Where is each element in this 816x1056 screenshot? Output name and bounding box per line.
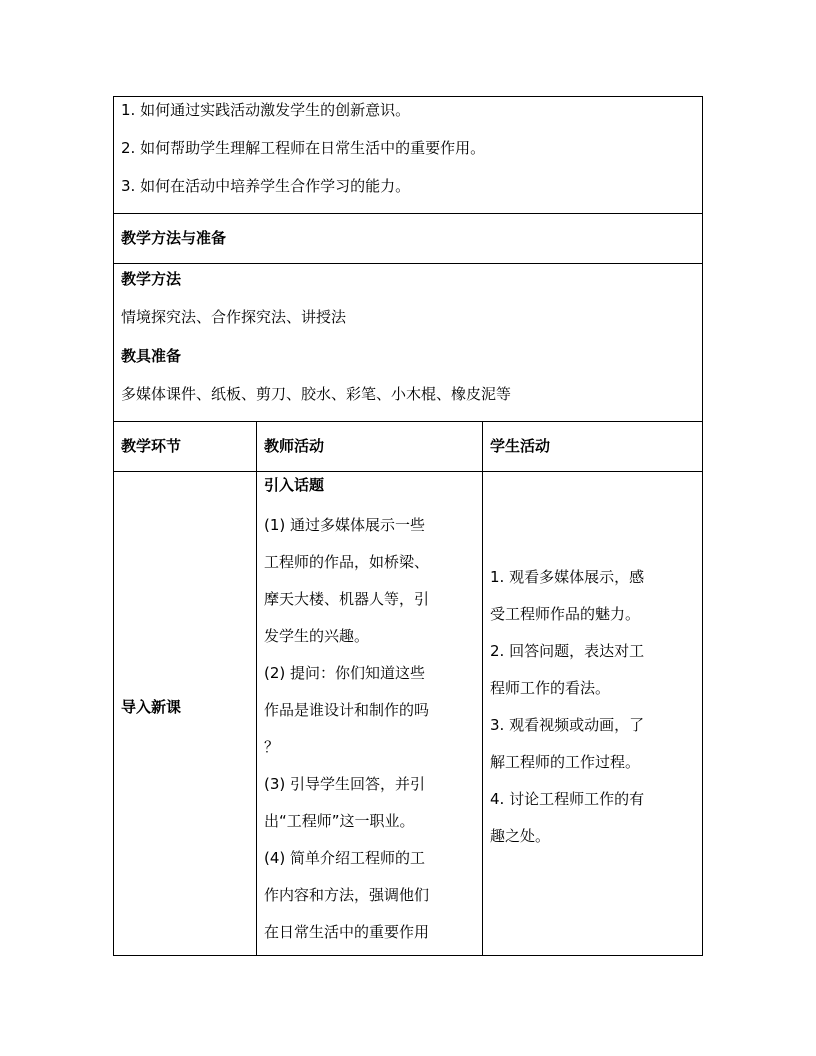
teacher-activity-line: (1) 通过多媒体展示一些	[264, 516, 426, 534]
divider-methods-body	[113, 421, 703, 422]
student-activity-line: 趣之处。	[490, 827, 551, 845]
column-divider-2	[482, 421, 483, 956]
student-activity-line: 程师工作的看法。	[490, 679, 611, 697]
column-header-student: 学生活动	[490, 437, 551, 455]
teacher-activity-line: 摩天大楼、机器人等，引	[264, 590, 430, 608]
student-activity-line: 1. 观看多媒体展示，感	[490, 568, 645, 586]
teacher-activity-list	[264, 507, 478, 951]
student-activity-line: 2. 回答问题，表达对工	[490, 642, 645, 660]
tools-text: 多媒体课件、纸板、剪刀、胶水、彩笔、小木棍、橡皮泥等	[121, 385, 512, 403]
section-header-methods: 教学方法与准备	[121, 229, 227, 247]
method-text: 情境探究法、合作探究法、讲授法	[121, 308, 347, 326]
teacher-activity-line: ？	[264, 738, 280, 756]
difficulty-1: 1. 如何通过实践活动激发学生的创新意识。	[121, 101, 411, 119]
teacher-activity-line: 出“工程师”这一职业。	[264, 812, 415, 830]
method-title: 教学方法	[121, 270, 182, 288]
teacher-activity-line: 工程师的作品，如桥梁、	[264, 553, 430, 571]
divider-difficulties	[113, 213, 703, 214]
student-activity-line: 4. 讨论工程师工作的有	[490, 790, 645, 808]
teacher-activity-line: (2) 提问：你们知道这些	[264, 664, 426, 682]
difficulty-3: 3. 如何在活动中培养学生合作学习的能力。	[121, 177, 411, 195]
teacher-activity-line: 在日常生活中的重要作用	[264, 923, 430, 941]
teacher-activity-line: (3) 引导学生回答，并引	[264, 775, 426, 793]
student-activity-line: 受工程师作品的魅力。	[490, 605, 641, 623]
column-divider-1	[256, 421, 257, 956]
student-activity-line: 解工程师的工作过程。	[490, 753, 641, 771]
tools-title: 教具准备	[121, 347, 182, 365]
student-activity-list	[490, 559, 700, 855]
teacher-activity-line: (4) 简单介绍工程师的工	[264, 849, 426, 867]
teacher-activity-title: 引入话题	[264, 476, 325, 494]
teacher-activity-line: 发学生的兴趣。	[264, 627, 370, 645]
column-header-teacher: 教师活动	[264, 437, 325, 455]
difficulty-2: 2. 如何帮助学生理解工程师在日常生活中的重要作用。	[121, 139, 486, 157]
teacher-activity-line: 作内容和方法，强调他们	[264, 886, 430, 904]
stage-name: 导入新课	[121, 698, 182, 716]
column-header-stage: 教学环节	[121, 437, 182, 455]
student-activity-line: 3. 观看视频或动画，了	[490, 716, 645, 734]
divider-process-header	[113, 471, 703, 472]
divider-methods-header	[113, 263, 703, 264]
teacher-activity-line: 作品是谁设计和制作的吗	[264, 701, 430, 719]
